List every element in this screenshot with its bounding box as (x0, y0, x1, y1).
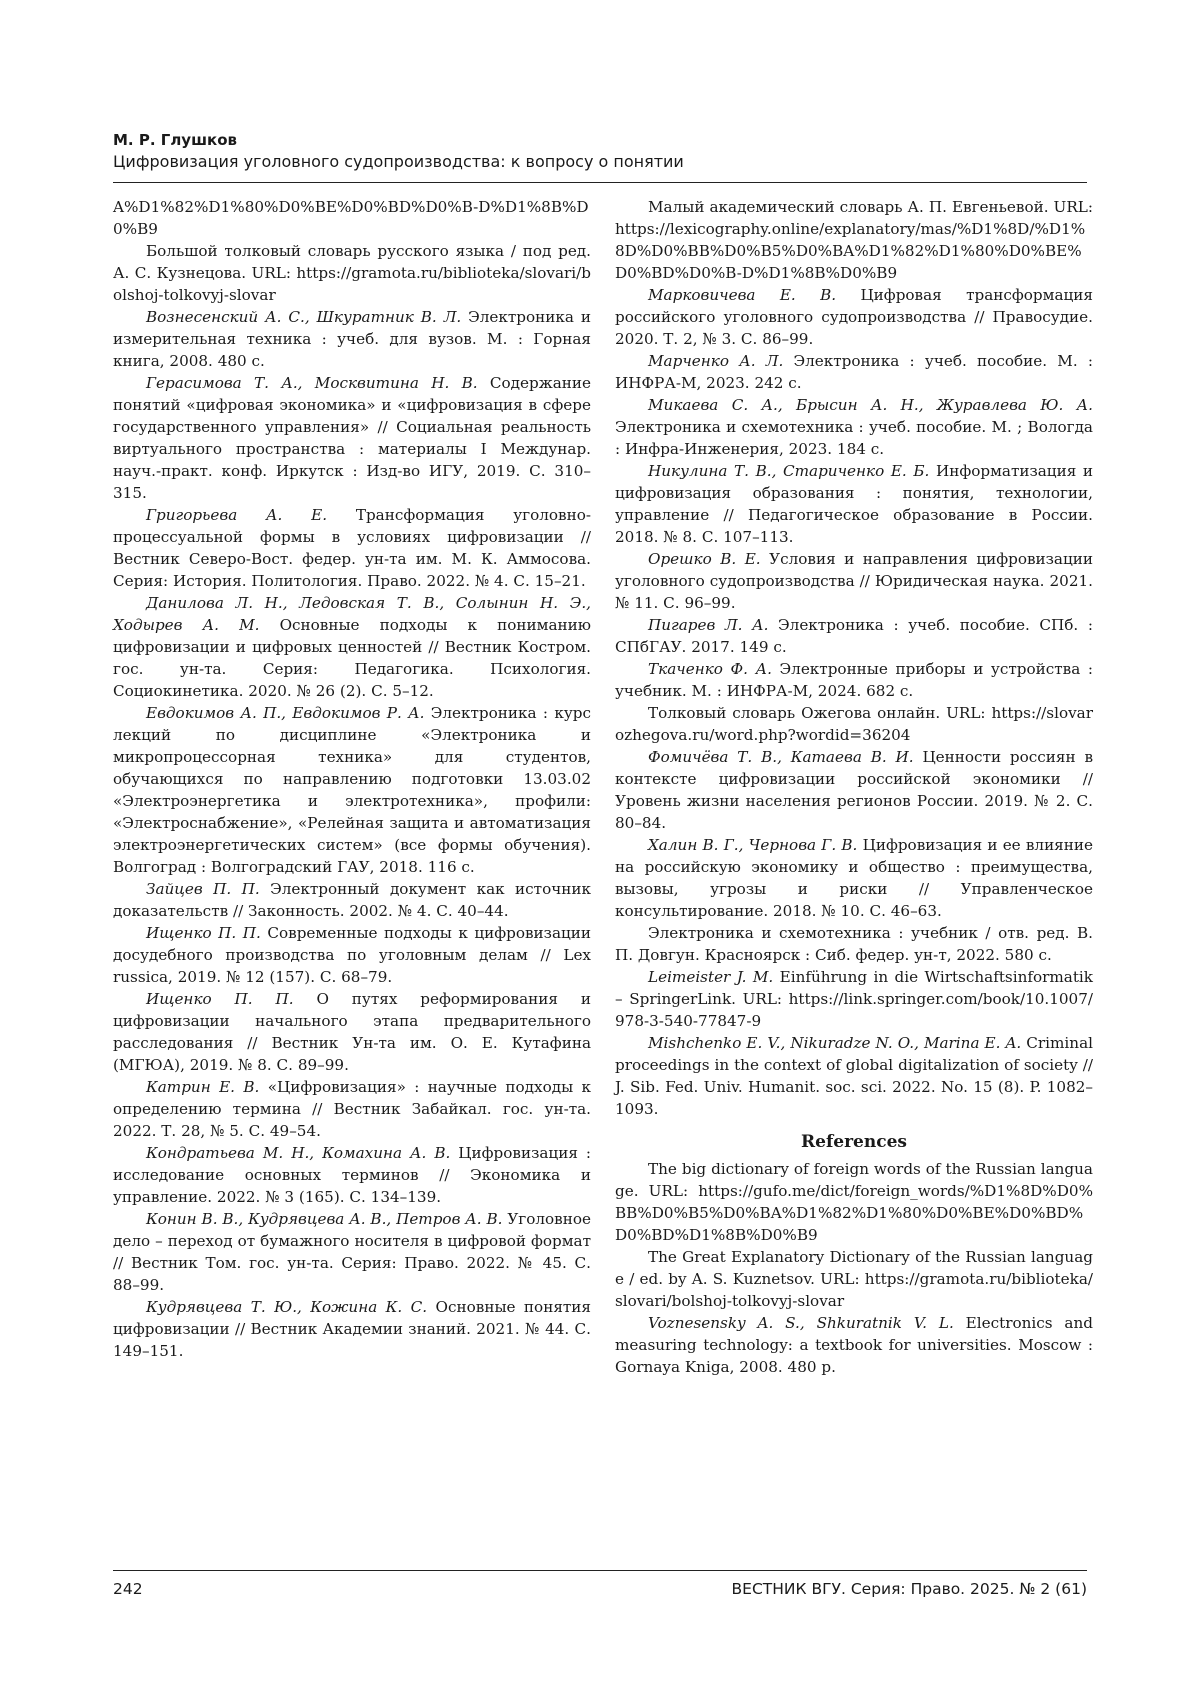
reference-entry (113, 196, 591, 240)
reference-entry (615, 548, 1093, 614)
reference-entry (113, 878, 591, 922)
reference-text: The Great Explanatory Dictionary of the Russian language / ed. by A. S. Kuznetsov. URL: https://gramota.ru/biblioteka/slovari/bolshoj-tolkovyj-slovar (615, 1248, 1093, 1310)
reference-text: Условия и направления цифровизации уголовного судопроизводства // Юридическая наука. 2021. № 11. С. 96–99. (615, 550, 1093, 612)
reference-text: The big dictionary of foreign words of the Russian language. URL: https://gufo.me/dict/foreign_words/%D1%8D%D0%BB%D0%B5%D0%BA%D1%82%D1%80%D0%BE%D0%BD%D0%BD%D1%8B%D0%B9 (615, 1160, 1093, 1244)
reference-text: Цифровизация и ее влияние на российскую экономику и общество : преимущества, вызовы, угрозы и риски // Управленческое консультирование. 2018. № 10. С. 46–63. (615, 836, 1093, 920)
reference-entry (615, 1246, 1093, 1312)
reference-text: Цифровизация : исследование основных терминов // Экономика и управление. 2022. № 3 (165). С. 134–139. (113, 1144, 591, 1206)
reference-entry (113, 1142, 591, 1208)
references-list (615, 1158, 1093, 1378)
reference-author: Герасимова Т. А., Москвитина Н. В. (146, 374, 478, 392)
header-rule (113, 182, 1087, 183)
reference-entry (615, 614, 1093, 658)
reference-entry (615, 460, 1093, 548)
page-number: 242 (113, 1578, 143, 1600)
reference-entry (113, 1296, 591, 1362)
reference-entry (113, 592, 591, 702)
reference-entry (615, 922, 1093, 966)
reference-author: Конин В. В., Кудрявцева А. В., Петров А. В. (146, 1210, 502, 1228)
reference-author: Зайцев П. П. (146, 880, 260, 898)
reference-entry (615, 284, 1093, 350)
reference-text: Электроника и схемотехника : учебник / отв. ред. В. П. Довгун. Красноярск : Сиб. федер. ун-т, 2022. 580 с. (615, 924, 1093, 964)
reference-text: Электронные приборы и устройства : учебник. М. : ИНФРА-М, 2024. 682 с. (615, 660, 1093, 700)
reference-author: Марковичева Е. В. (648, 286, 836, 304)
reference-author: Микаева С. А., Брысин А. Н., Журавлева Ю. А. (648, 396, 1093, 414)
reference-entry (615, 834, 1093, 922)
reference-text: Основные понятия цифровизации // Вестник Академии знаний. 2021. № 44. С. 149–151. (113, 1298, 591, 1360)
reference-author: Кондратьева М. Н., Комахина А. В. (146, 1144, 450, 1162)
reference-text: Трансформация уголовно-процессуальной формы в условиях цифровизации // Вестник Северо-Вост. федер. ун-та им. М. К. Аммосова. Серия: История. Политология. Право. 2022. № 4. С. 15–21. (113, 506, 591, 590)
reference-author: Фомичёва Т. В., Катаева В. И. (648, 748, 914, 766)
reference-text: Электроника : курс лекций по дисциплине «Электроника и микропроцессорная техника» для студентов, обучающихся по направлению подготовки 13.03.02 «Электроэнергетика и электротехника», профили: «Электроснабжение», «Релейная защита и автоматизация электроэнергетических систем» (все формы обучения). Волгоград : Волгоградский ГАУ, 2018. 116 с. (113, 704, 591, 876)
reference-author: Халин В. Г., Чернова Г. В. (648, 836, 857, 854)
reference-author: Voznesensky A. S., Shkuratnik V. L. (648, 1314, 954, 1332)
reference-text: Электроника : учеб. пособие. СПб. : СПбГАУ. 2017. 149 с. (615, 616, 1093, 656)
reference-text: «Цифровизация» : научные подходы к определению термина // Вестник Забайкал. гос. ун-та. 2022. Т. 28, № 5. С. 49–54. (113, 1078, 591, 1140)
reference-text: A%D1%82%D1%80%D0%BE%D0%BD%D0%B-D%D1%8B%D0%B9 (113, 198, 589, 238)
reference-text: О путях реформирования и цифровизации начального этапа предварительного расследования // Вестник Ун-та им. О. Е. Кутафина (МГЮА), 2019. № 8. С. 89–99. (113, 990, 591, 1074)
header-title: Цифровизация уголовного судопроизводства: к вопросу о понятии (113, 151, 1087, 173)
reference-author: Ищенко П. П. (146, 924, 261, 942)
reference-text: Содержание понятий «цифровая экономика» и «цифровизация в сфере государственного управления» // Социальная реальность виртуального пространства : материалы I Междунар. науч.-практ. конф. Иркутск : Изд-во ИГУ, 2019. С. 310–315. (113, 374, 591, 502)
reference-entry (113, 306, 591, 372)
reference-author: Катрин Е. В. (146, 1078, 259, 1096)
reference-text: Электроника и схемотехника : учеб. пособие. М. ; Вологда : Инфра-Инженерия, 2023. 184 с. (615, 418, 1093, 458)
reference-text: Современные подходы к цифровизации досудебного производства по уголовным делам // Lex russica, 2019. № 12 (157). С. 68–79. (113, 924, 591, 986)
reference-text: Толковый словарь Ожегова онлайн. URL: https://slovarozhegova.ru/word.php?wordid=36204 (615, 704, 1093, 744)
reference-text: Einführung in die Wirtschaftsinformatik – SpringerLink. URL: https://link.springer.com/book/10.1007/978-3-540-77847-9 (615, 968, 1093, 1030)
reference-text: Информатизация и цифровизация образования : понятия, технологии, управление // Педагогическое образование в России. 2018. № 8. С. 107–113. (615, 462, 1093, 546)
reference-entry (615, 196, 1093, 284)
reference-author: Никулина Т. В., Стариченко Е. Б. (648, 462, 929, 480)
reference-entry (113, 1208, 591, 1296)
reference-author: Ищенко П. П. (146, 990, 294, 1008)
reference-entry (615, 1032, 1093, 1120)
reference-text: Большой толковый словарь русского языка / под ред. А. С. Кузнецова. URL: https://gramota.ru/biblioteka/slovari/bolshoj-tolkovyj-slovar (113, 242, 591, 304)
reference-entry (615, 658, 1093, 702)
reference-entry (113, 504, 591, 592)
reference-entry (615, 966, 1093, 1032)
reference-text: Основные подходы к пониманию цифровизации и цифровых ценностей // Вестник Костром. гос. ун-та. Серия: Педагогика. Психология. Социокинетика. 2020. № 26 (2). С. 5–12. (113, 616, 591, 700)
reference-text: Малый академический словарь А. П. Евгеньевой. URL: https://lexicography.online/explanatory/mas/%D1%8D/%D1%8D%D0%BB%D0%B5%D0%BA%D1%82%D1%80%D0%BE%D0%BD%D0%B-D%D1%8B%D0%B9 (615, 198, 1093, 282)
running-header (113, 129, 1087, 173)
reference-author: Ткаченко Ф. А. (648, 660, 772, 678)
reference-entry (113, 240, 591, 306)
reference-author: Данилова Л. Н., Ледовская Т. В., Солынин Н. Э., Ходырев А. М. (113, 594, 591, 634)
reference-entry (113, 988, 591, 1076)
reference-author: Орешко В. Е. (648, 550, 761, 568)
reference-text: Ценности россиян в контексте цифровизации российской экономики // Уровень жизни населения регионов России. 2019. № 2. С. 80–84. (615, 748, 1093, 832)
reference-entry (615, 702, 1093, 746)
reference-text: Электронный документ как источник доказательств // Законность. 2002. № 4. С. 40–44. (113, 880, 591, 920)
reference-entry (615, 1312, 1093, 1378)
reference-author: Марченко А. Л. (648, 352, 783, 370)
reference-text: Цифровая трансформация российского уголовного судопроизводства // Правосудие. 2020. Т. 2, № 3. С. 86–99. (615, 286, 1093, 348)
reference-text: Electronics and measuring technology: a textbook for universities. Moscow : Gornaya Kniga, 2008. 480 p. (615, 1314, 1093, 1376)
reference-author: Евдокимов А. П., Евдокимов Р. А. (146, 704, 424, 722)
reference-entry (113, 922, 591, 988)
reference-text: Уголовное дело – переход от бумажного носителя в цифровой формат // Вестник Том. гос. ун-та. Серия: Право. 2022. № 45. С. 88–99. (113, 1210, 591, 1294)
reference-entry (615, 746, 1093, 834)
footer-rule (113, 1570, 1087, 1571)
reference-author: Кудрявцева Т. Ю., Кожина К. С. (146, 1298, 427, 1316)
journal-name: ВЕСТНИК ВГУ. Серия: Право. 2025. № 2 (61) (732, 1578, 1087, 1600)
reference-entry (113, 1076, 591, 1142)
reference-author: Mishchenko E. V., Nikuradze N. O., Marina E. A. (648, 1034, 1021, 1052)
reference-entry (615, 1158, 1093, 1246)
reference-entry (615, 394, 1093, 460)
reference-entry (113, 372, 591, 504)
references-heading: References (615, 1130, 1093, 1154)
right-column (615, 196, 1093, 1378)
left-column (113, 196, 591, 1362)
header-author: М. Р. Глушков (113, 129, 1087, 151)
right-column-entries (615, 196, 1093, 1120)
reference-text: Criminal proceedings in the context of global digitalization of society // J. Sib. Fed. Univ. Humanit. soc. sci. 2022. No. 15 (8). P. 1082–1093. (615, 1034, 1093, 1118)
reference-text: Электроника : учеб. пособие. М. : ИНФРА-М, 2023. 242 с. (615, 352, 1093, 392)
reference-entry (615, 350, 1093, 394)
reference-author: Вознесенский А. С., Шкуратник В. Л. (146, 308, 461, 326)
reference-author: Григорьева А. Е. (146, 506, 327, 524)
reference-entry (113, 702, 591, 878)
reference-author: Пигарев Л. А. (648, 616, 768, 634)
reference-text: Электроника и измерительная техника : учеб. для вузов. М. : Горная книга, 2008. 480 с. (113, 308, 591, 370)
reference-author: Leimeister J. M. (648, 968, 773, 986)
